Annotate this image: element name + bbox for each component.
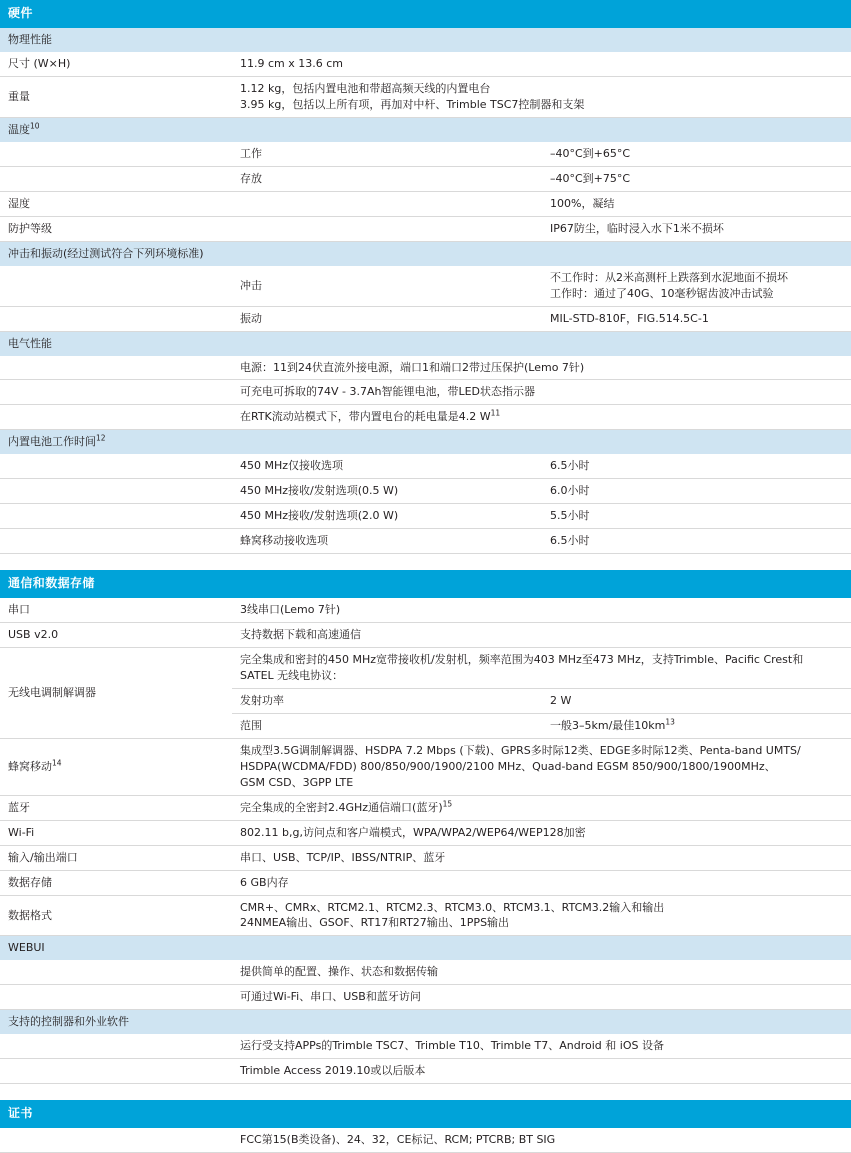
table-row: [0, 795, 851, 820]
row-value-webui-2: 可通过Wi-Fi、串口、USB和蓝牙访问: [232, 985, 851, 1010]
table-row: [0, 648, 851, 689]
subsection-temperature: [0, 118, 851, 142]
row-value-usb: 支持数据下载和高速通信: [232, 623, 851, 648]
section-header-communication: [0, 570, 851, 598]
row-label-humidity: 湿度: [0, 191, 232, 216]
table-row: [0, 529, 851, 554]
table-row: [0, 306, 851, 331]
row-label-empty: [0, 985, 232, 1010]
formats-line-1: CMR+、CMRx、RTCM2.1、RTCM2.3、RTCM3.0、RTCM3.1、RTCM3.2输入和输出: [240, 900, 665, 914]
spacer-cell: [0, 1084, 851, 1100]
power-consumption-text: 在RTK流动站模式下，带内置电台的耗电量是4.2 W: [240, 410, 491, 424]
row-label-empty: [0, 266, 232, 306]
row-label-empty: [0, 1128, 232, 1152]
row-label-serial: 串口: [0, 598, 232, 622]
table-row: [0, 820, 851, 845]
row-label-protection: 防护等级: [0, 216, 232, 241]
weight-line-1: 1.12 kg，包括内置电池和带超高频天线的内置电台: [240, 82, 491, 96]
subsection-battery-life: [0, 430, 851, 454]
row-sublabel-temp-operating: 工作: [232, 142, 542, 166]
row-value-protection: IP67防尘，临时浸入水下1米不损坏: [542, 216, 851, 241]
row-value-weight: [232, 77, 851, 118]
temperature-label: 温度: [8, 123, 30, 137]
table-row: [0, 895, 851, 936]
row-label-weight: 重量: [0, 77, 232, 118]
table-row: [0, 216, 851, 241]
table-row: [0, 504, 851, 529]
row-label-wifi: Wi-Fi: [0, 820, 232, 845]
row-value-cellular: [232, 738, 851, 795]
row-value-dimensions: 11.9 cm x 13.6 cm: [232, 52, 851, 76]
cellular-line-3: GSM CSD、3GPP LTE: [240, 775, 354, 789]
bluetooth-footnote: 15: [442, 799, 453, 809]
row-label-empty: [0, 405, 232, 430]
temperature-footnote: 10: [30, 121, 40, 131]
row-value-io-ports: 串口、USB、TCP/IP、IBSS/NTRIP、蓝牙: [232, 845, 851, 870]
row-value-humidity: 100%，凝结: [542, 191, 851, 216]
row-spacer: [232, 191, 542, 216]
shock-line-1: 不工作时：从2米高测杆上跌落到水泥地面不损坏: [550, 270, 788, 284]
row-value-temp-storage: –40°C到+75°C: [542, 167, 851, 192]
row-value-range: [542, 714, 851, 739]
formats-line-2: 24NMEA输出、GSOF、RT17和RT27输出、1PPS输出: [240, 916, 510, 930]
table-row: [0, 1059, 851, 1084]
subsection-title-controllers: 支持的控制器和外业软件: [0, 1010, 851, 1034]
row-value-controllers-2: Trimble Access 2019.10或以后版本: [232, 1059, 851, 1084]
row-label-cellular: [0, 738, 232, 795]
subsection-title-battery: [0, 430, 851, 454]
table-row: [0, 167, 851, 192]
battery-footnote: 12: [96, 433, 106, 443]
row-label-storage: 数据存储: [0, 870, 232, 895]
table-row: [0, 845, 851, 870]
row-label-empty: [0, 479, 232, 504]
row-option-450-rx: 450 MHz仅接收选项: [232, 454, 542, 478]
table-row: [0, 1034, 851, 1058]
table-row: [0, 598, 851, 622]
table-row: [0, 356, 851, 380]
section-title: 通信和数据存储: [0, 570, 851, 598]
row-value-temp-operating: –40°C到+65°C: [542, 142, 851, 166]
cellular-line-1: 集成型3.5G调制解调器、HSDPA 7.2 Mbps (下载)、GPRS多时际12类、EDGE多时际12类、Penta-band UMTS/: [240, 743, 801, 757]
row-value-power-source: 电源：11到24伏直流外接电源，端口1和端口2带过压保护(Lemo 7针): [232, 356, 851, 380]
subsection-title-webui: WEBUI: [0, 936, 851, 960]
table-row: [0, 380, 851, 405]
row-sublabel-range: 范围: [232, 714, 542, 739]
row-label-io-ports: 输入/输出端口: [0, 845, 232, 870]
power-consumption-footnote: 11: [490, 408, 501, 418]
row-label-empty: [0, 960, 232, 984]
weight-line-2: 3.95 kg，包括以上所有项，再加对中杆、Trimble TSC7控制器和支架: [240, 98, 585, 112]
row-option-450-txrx-05w: 450 MHz接收/发射选项(0.5 W): [232, 479, 542, 504]
row-value-vibration: MIL-STD-810F，FIG.514.5C-1: [542, 306, 851, 331]
spacer-row: [0, 1084, 851, 1100]
row-label-empty: [0, 1034, 232, 1058]
radio-intro-line-2: SATEL 无线电协议：: [240, 669, 344, 683]
table-row: [0, 266, 851, 306]
subsection-shock-vibration: [0, 241, 851, 265]
table-row: [0, 454, 851, 478]
row-label-empty: [0, 1059, 232, 1084]
subsection-title-temperature: [0, 118, 851, 142]
row-label-radio-modem: 无线电调制解调器: [0, 648, 232, 739]
row-value-power-consumption: [232, 405, 851, 430]
row-label-empty: [0, 356, 232, 380]
table-row: [0, 142, 851, 166]
subsection-webui: [0, 936, 851, 960]
spacer-row: [0, 554, 851, 570]
row-label-dimensions: 尺寸 (W×H): [0, 52, 232, 76]
radio-intro-line-1: 完全集成和密封的450 MHz宽带接收机/发射机，频率范围为403 MHz至473 MHz，支持Trimble、Pacific Crest和: [240, 653, 804, 667]
cellular-line-2: HSDPA(WCDMA/FDD) 800/850/900/1900/2100 MHz、Quad-band EGSM 850/900/1800/1900MHz、: [240, 759, 776, 773]
row-sublabel-temp-storage: 存放: [232, 167, 542, 192]
battery-label: 内置电池工作时间: [8, 435, 96, 449]
table-row: [0, 1128, 851, 1152]
row-label-formats: 数据格式: [0, 895, 232, 936]
row-value-tx-power: 2 W: [542, 689, 851, 714]
row-value-serial: 3线串口(Lemo 7针): [232, 598, 851, 622]
row-time-450-rx: 6.5小时: [542, 454, 851, 478]
range-text: 一般3–5km/最佳10km: [550, 719, 666, 733]
cellular-label: 蜂窝移动: [8, 759, 52, 773]
row-value-radio-modem-intro: [232, 648, 851, 689]
table-row: [0, 985, 851, 1010]
row-sublabel-vibration: 振动: [232, 306, 542, 331]
row-label-empty: [0, 142, 232, 166]
row-label-empty: [0, 167, 232, 192]
section-header-hardware: [0, 0, 851, 28]
subsection-title: 物理性能: [0, 28, 851, 52]
row-value-formats: [232, 895, 851, 936]
row-sublabel-tx-power: 发射功率: [232, 689, 542, 714]
table-row: [0, 405, 851, 430]
row-value-bluetooth: [232, 795, 851, 820]
row-label-empty: [0, 380, 232, 405]
table-row: [0, 623, 851, 648]
subsection-electrical: [0, 331, 851, 355]
row-label-empty: [0, 306, 232, 331]
row-value-webui-1: 提供简单的配置、操作、状态和数据传输: [232, 960, 851, 984]
row-label-usb: USB v2.0: [0, 623, 232, 648]
subsection-title-electrical: 电气性能: [0, 331, 851, 355]
table-row: [0, 52, 851, 76]
row-label-empty: [0, 454, 232, 478]
row-value-wifi: 802.11 b,g,访问点和客户端模式，WPA/WPA2/WEP64/WEP128加密: [232, 820, 851, 845]
table-row: [0, 738, 851, 795]
range-footnote: 13: [665, 717, 675, 727]
table-row: [0, 960, 851, 984]
row-label-empty: [0, 529, 232, 554]
row-time-450-txrx-05w: 6.0小时: [542, 479, 851, 504]
table-row: [0, 77, 851, 118]
section-header-certificates: [0, 1100, 851, 1128]
table-row: [0, 191, 851, 216]
subsection-title-shock: 冲击和振动(经过测试符合下列环境标准): [0, 241, 851, 265]
section-title: 硬件: [0, 0, 851, 28]
row-sublabel-shock: 冲击: [232, 266, 542, 306]
table-row: [0, 870, 851, 895]
row-label-empty: [0, 504, 232, 529]
spacer-cell: [0, 554, 851, 570]
row-time-450-txrx-2w: 5.5小时: [542, 504, 851, 529]
row-time-cellular-rx: 6.5小时: [542, 529, 851, 554]
subsection-physical: [0, 28, 851, 52]
cellular-footnote: 14: [52, 758, 62, 768]
row-value-controllers-1: 运行受支持APPs的Trimble TSC7、Trimble T10、Trimble T7、Android 和 iOS 设备: [232, 1034, 851, 1058]
bluetooth-text: 完全集成的全密封2.4GHz通信端口(蓝牙): [240, 800, 443, 814]
subsection-controllers: [0, 1010, 851, 1034]
row-value-storage: 6 GB内存: [232, 870, 851, 895]
shock-line-2: 工作时：通过了40G、10毫秒锯齿波冲击试验: [550, 286, 774, 300]
row-label-bluetooth: 蓝牙: [0, 795, 232, 820]
row-value-battery-pack: 可充电可拆取的74V - 3.7Ah智能锂电池，带LED状态指示器: [232, 380, 851, 405]
row-value-shock: [542, 266, 851, 306]
row-option-cellular-rx: 蜂窝移动接收选项: [232, 529, 542, 554]
row-value-certificates: FCC第15(B类设备)、24、32，CE标记、RCM; PTCRB; BT SIG: [232, 1128, 851, 1152]
table-row: [0, 479, 851, 504]
row-spacer: [232, 216, 542, 241]
section-title: 证书: [0, 1100, 851, 1128]
row-option-450-txrx-2w: 450 MHz接收/发射选项(2.0 W): [232, 504, 542, 529]
